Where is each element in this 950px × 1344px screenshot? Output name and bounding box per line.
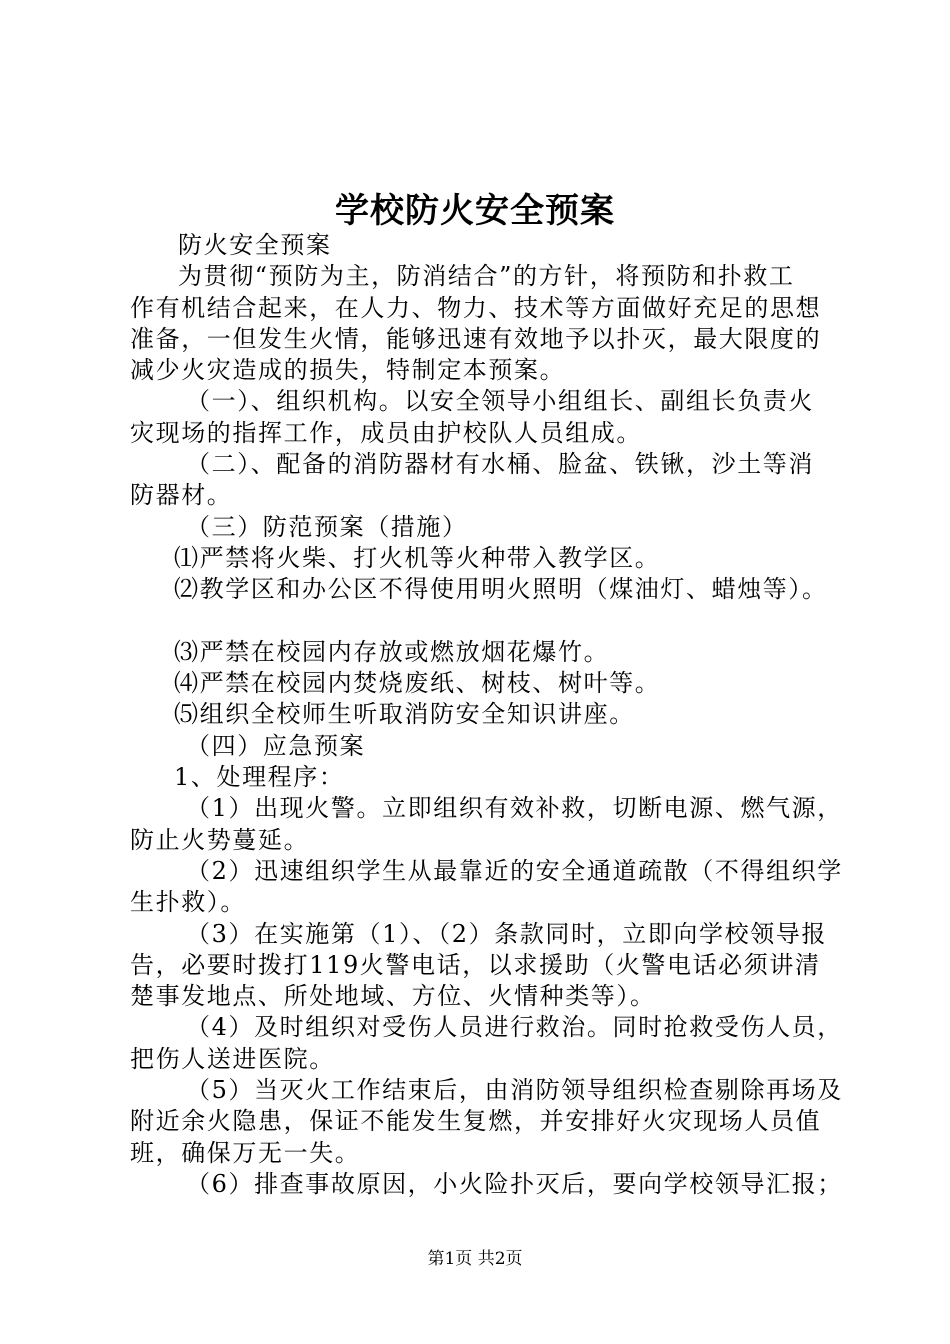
document-body [130,230,843,1200]
blank-line [130,606,835,637]
list-item: ⑶严禁在校园内存放或燃放烟花爆竹。 [174,637,610,666]
document-title: 学校防火安全预案 [335,191,615,231]
section-heading: 防火安全预案 [178,231,332,259]
page-footer: 第1页 共2页 [427,1249,523,1269]
paragraph-line: （二）、配备的消防器材有水桶、脸盆、铁锹，沙土等消 [186,450,814,479]
paragraph-line: 作有机结合起来，在人力、物力、技术等方面做好充足的思想 [130,293,822,322]
paragraph-line: 楚事发地点、所处地域、方位、火情种类等）。 [130,982,656,1011]
paragraph-line: （6）排查事故原因，小火险扑灭后，要向学校领导汇报； [186,1169,843,1198]
paragraph-line: 附近余火隐患，保证不能发生复燃，并安排好火灾现场人员值 [130,1107,822,1136]
paragraph-line: （1）出现火警。立即组织有效补救，切断电源、燃气源， [186,794,843,823]
paragraph-line: 把伤人送进医院。 [130,1044,335,1073]
paragraph-line: 为贯彻“预防为主，防消结合”的方针，将预防和扑救工 [178,262,795,291]
section-heading: （三）防范预案（措施） [186,512,468,541]
paragraph-line: （5）当灭火工作结束后，由消防领导组织检查剔除再场及 [186,1076,843,1105]
paragraph-line: （4）及时组织对受伤人员进行救治。同时抢救受伤人员， [186,1013,843,1042]
paragraph-line: 准备，一但发生火情，能够迅速有效地予以扑灭，最大限度的 [130,324,822,353]
paragraph-line: （2）迅速组织学生从最靠近的安全通道疏散（不得组织学 [186,856,843,885]
paragraph-line: 灾现场的指挥工作，成员由护校队人员组成。 [130,418,642,447]
list-item: ⑸组织全校师生听取消防安全知识讲座。 [174,700,635,729]
list-item: ⑴严禁将火柴、打火机等火种带入教学区。 [174,543,661,572]
paragraph-line: 告，必要时拨打119火警电话，以求援助（火警电话必须讲清 [130,950,821,979]
list-item: ⑷严禁在校园内焚烧废纸、树枝、树叶等。 [174,669,661,698]
paragraph-line: 防器材。 [130,481,233,510]
subsection-heading: 1、处理程序： [174,763,345,792]
paragraph-line: （3）在实施第（1）、（2）条款同时，立即向学校领导报 [186,919,828,948]
paragraph-line: 减少火灾造成的损失，特制定本预案。 [130,356,566,385]
section-heading: （四）应急预案 [186,731,366,760]
paragraph-line: （一）、组织机构。以安全领导小组组长、副组长负责火 [186,387,814,416]
list-item: ⑵教学区和办公区不得使用明火照明（煤油灯、蜡烛等）。 [174,575,828,604]
paragraph-line: 生扑救）。 [130,888,246,917]
paragraph-line: 防止火势蔓延。 [130,825,310,854]
paragraph-line: 班，确保万无一失。 [130,1138,361,1167]
